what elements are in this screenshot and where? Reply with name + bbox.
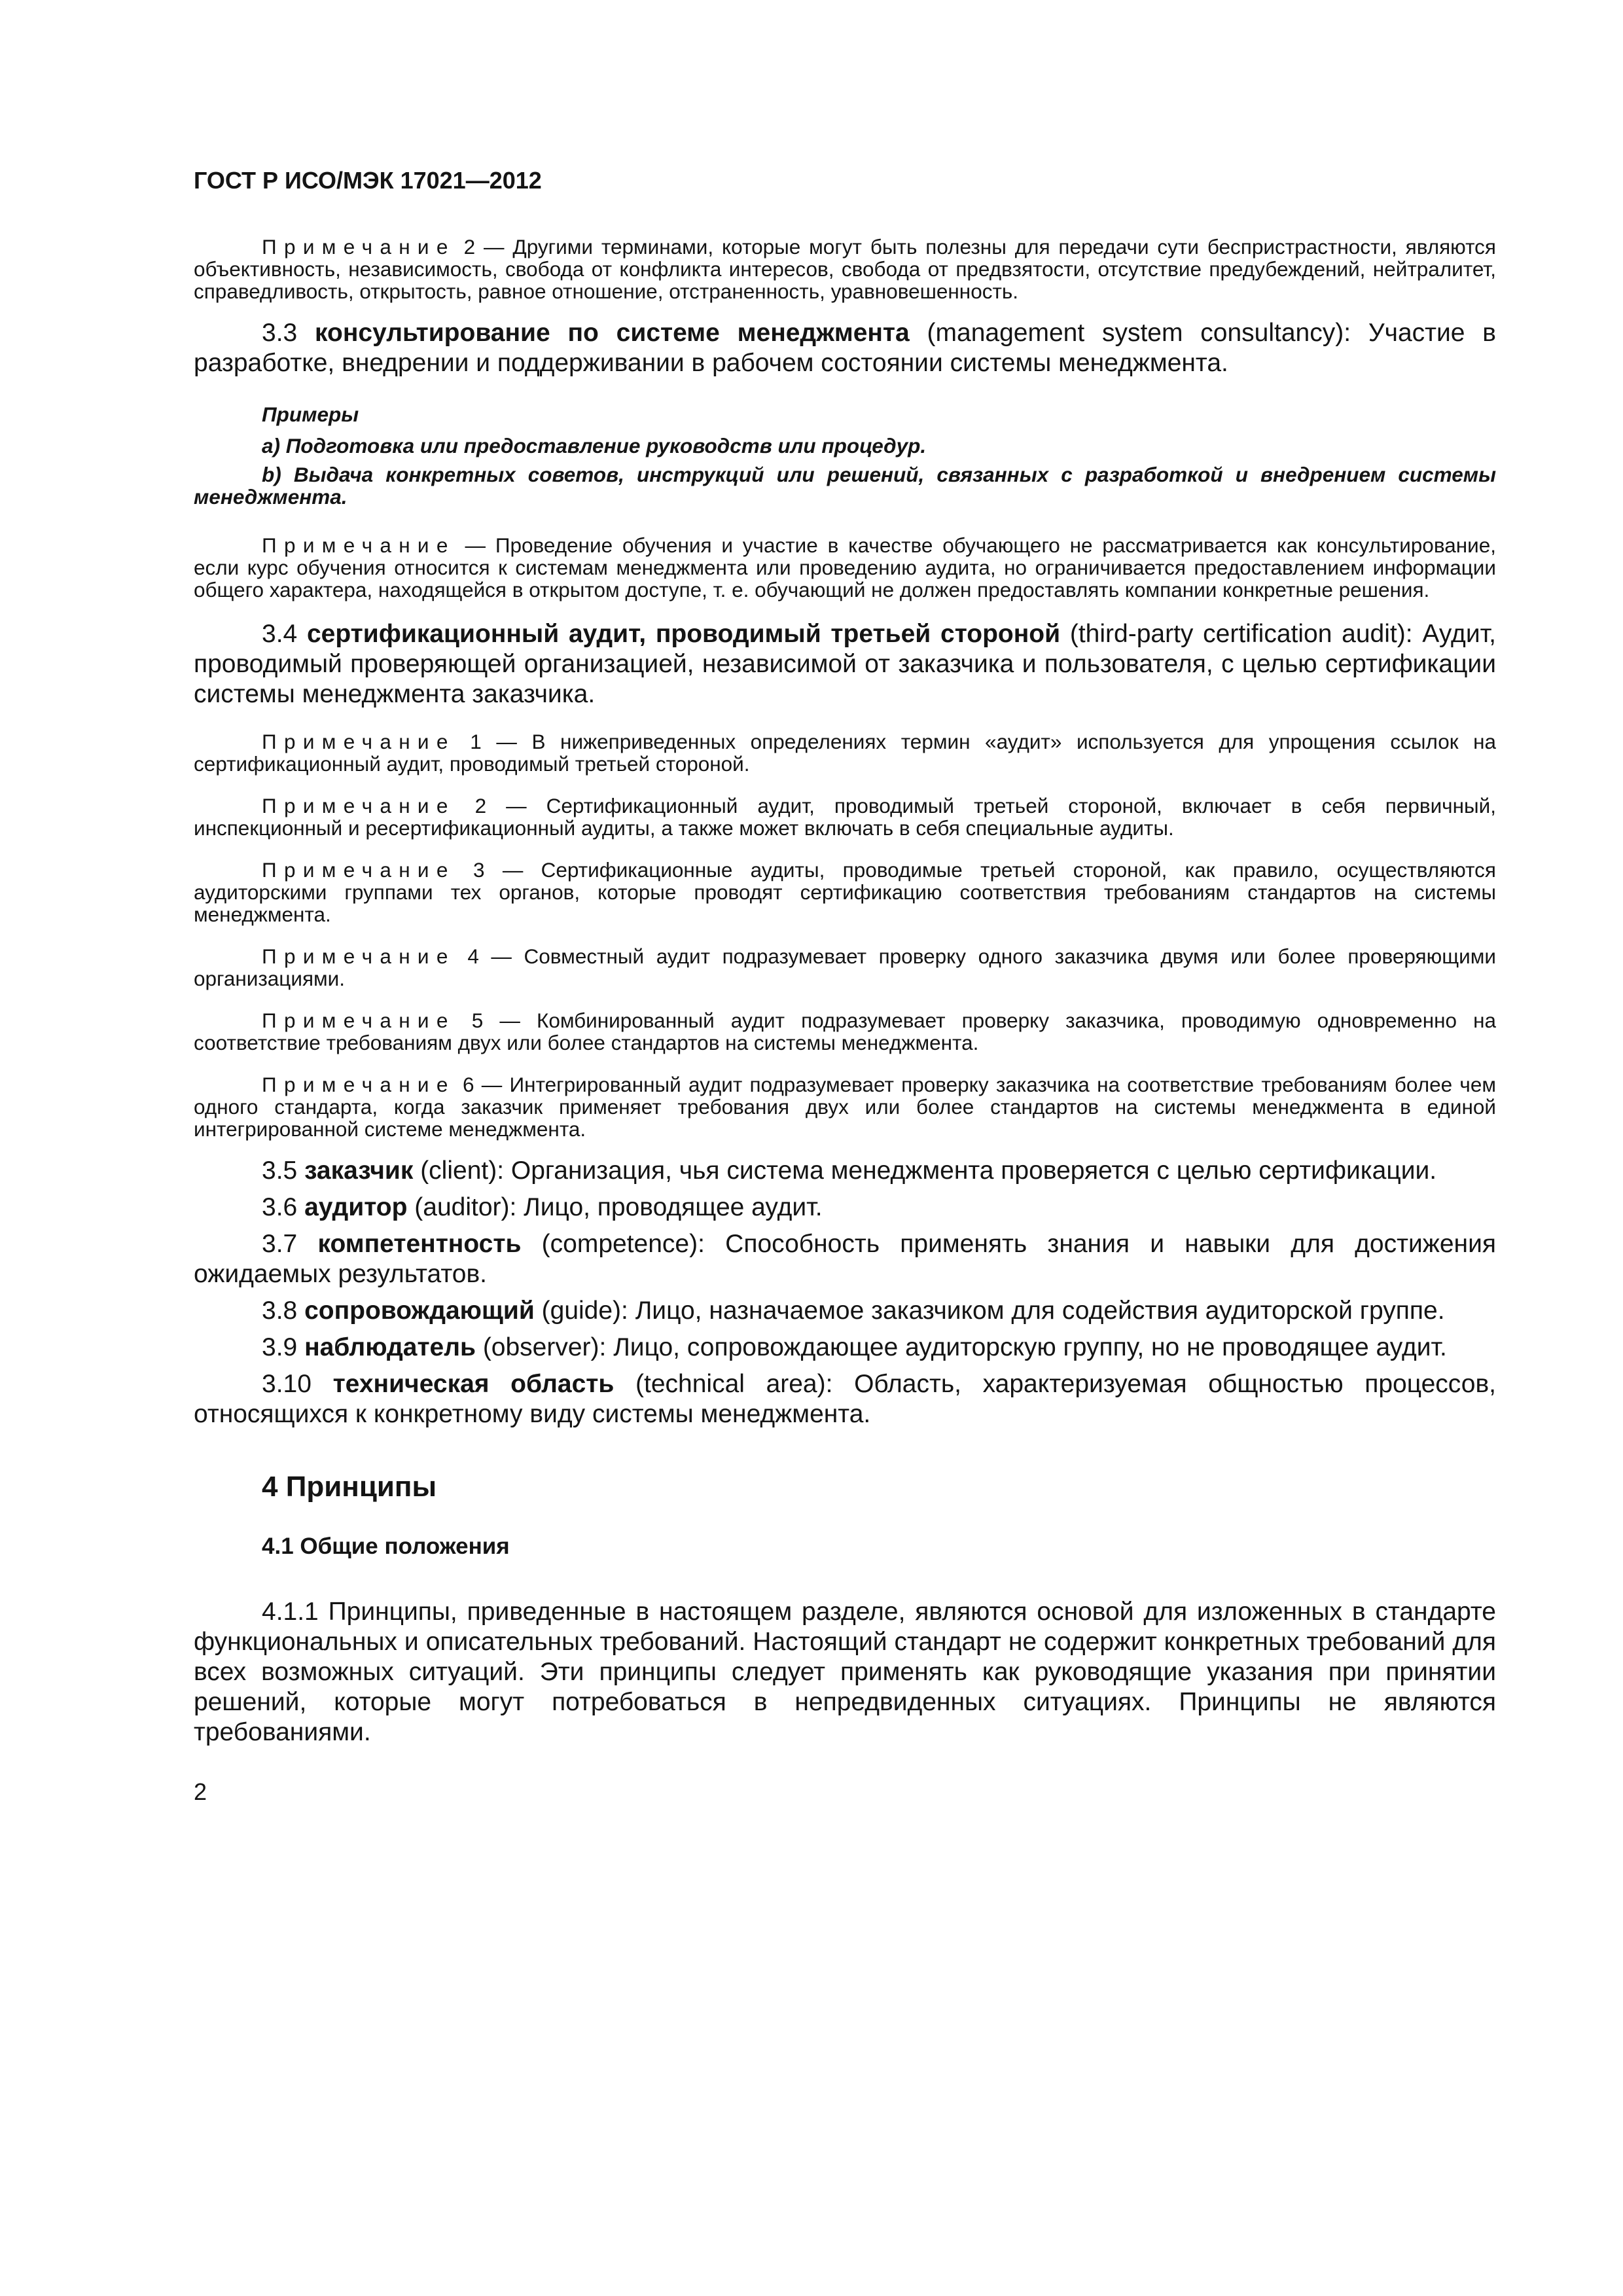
- term-3-9: [194, 1333, 1496, 1363]
- term-number: 3.7: [262, 1230, 318, 1258]
- subsection-heading: 4.1 Общие положения: [262, 1534, 510, 1559]
- note-label: Примечание: [262, 1009, 455, 1032]
- term-name: консультирование по системе менеджмента: [315, 319, 910, 347]
- note-text: — Сертификационные аудиты, проводимые третьей стороной, как правило, осуществляются аудиторскими группами тех органов, которые проводят сертификацию соответствия требованиям стандартов на системы менеджмента.: [194, 858, 1496, 926]
- note-impartiality: [194, 236, 1496, 302]
- term-number: 3.9: [262, 1333, 305, 1361]
- note-number: 6: [455, 1073, 474, 1096]
- paragraph-4-1-1: 4.1.1 Принципы, приведенные в настоящем разделе, являются основой для изложенных в стандарте функциональных и описательных требований. Настоящий стандарт не содержит конкретных требований для всех возможных ситуаций. Эти принципы следует применять как руководящие указания при принятии решений, которые могут потребоваться в непредвиденных ситуациях. Принципы не являются требованиями.: [194, 1598, 1496, 1746]
- term-name: компетентность: [317, 1230, 522, 1258]
- examples-heading: Примеры: [262, 403, 359, 426]
- term-number: 3.10: [262, 1370, 333, 1398]
- note-label: Примечание: [262, 944, 455, 968]
- note-label: Примечание: [262, 858, 455, 882]
- term-number: 3.5: [262, 1157, 305, 1185]
- term-definition: (third-party certification audit): Аудит, проводимый проверяющей организацией, независимой от заказчика и пользователя, с целью сертификации системы менеджмента заказчика.: [194, 620, 1496, 708]
- note-consultancy: [194, 534, 1496, 601]
- term-definition: (competence): Способность применять знания и навыки для достижения ожидаемых результатов.: [194, 1230, 1496, 1288]
- term-name: сопровождающий: [304, 1297, 535, 1325]
- note-audit-1: [194, 730, 1496, 775]
- term-name: аудитор: [304, 1193, 408, 1221]
- term-name: заказчик: [304, 1157, 414, 1185]
- term-definition: (observer): Лицо, сопровождающее аудиторскую группу, но не проводящее аудит.: [475, 1333, 1447, 1361]
- page-number: 2: [194, 1778, 207, 1805]
- document-header: ГОСТ Р ИСО/МЭК 17021—2012: [194, 167, 542, 194]
- term-number: 3.6: [262, 1193, 305, 1221]
- term-3-7: [194, 1229, 1496, 1289]
- note-text: — Совместный аудит подразумевает проверку одного заказчика двумя или более проверяющими организациями.: [194, 944, 1496, 990]
- term-definition: (guide): Лицо, назначаемое заказчиком для содействия аудиторской группе.: [534, 1297, 1445, 1325]
- term-3-5: [194, 1156, 1496, 1186]
- term-3-6: [194, 1193, 1496, 1223]
- term-definition: (client): Организация, чья система менеджмента проверяется с целью сертификации.: [413, 1157, 1437, 1185]
- note-audit-4: [194, 945, 1496, 990]
- term-definition: (technical area): Область, характеризуемая общностью процессов, относящихся к конкретному виду системы менеджмента.: [194, 1370, 1496, 1428]
- note-text: — Проведение обучения и участие в качестве обучающего не рассматривается как консультирование, если курс обучения относится к системам менеджмента или проведению аудита, но ограничивается предоставлением информации общего характера, находящейся в открытом доступе, т. е. обучающий не должен предоставлять компании конкретные решения.: [194, 533, 1496, 601]
- note-label: Примечание: [262, 794, 455, 817]
- note-label: Примечание: [262, 533, 455, 557]
- note-text: — Интегрированный аудит подразумевает проверку заказчика на соответствие требованиям более чем одного стандарта, когда заказчик применяет требования двух или более стандартов на системы менеджмента в единой интегрированной системе менеджмента.: [194, 1073, 1496, 1141]
- term-number: 3.4: [262, 620, 307, 648]
- term-3-4: [194, 619, 1496, 709]
- note-text: — В нижеприведенных определениях термин «аудит» используется для упрощения ссылок на сертификационный аудит, проводимый третьей стороной.: [194, 730, 1496, 776]
- term-definition: (management system consultancy): Участие в разработке, внедрении и поддерживании в рабочем состоянии системы менеджмента.: [194, 319, 1496, 377]
- term-definition: (auditor): Лицо, проводящее аудит.: [407, 1193, 823, 1221]
- note-text: — Другими терминами, которые могут быть полезны для передачи сути беспристрастности, являются объективность, независимость, свобода от конфликта интересов, свобода от предвзятости, отсутствие предубеждений, нейтралитет, справедливость, открытость, равное отношение, отстраненность, уравновешенность.: [194, 235, 1496, 303]
- section-heading: 4 Принципы: [262, 1471, 437, 1503]
- note-label: Примечание: [262, 1073, 455, 1096]
- term-3-8: [194, 1296, 1496, 1326]
- note-number: 5: [455, 1009, 484, 1032]
- example-a: a) Подготовка или предоставление руководств или процедур.: [262, 434, 927, 457]
- note-number: 2: [455, 794, 487, 817]
- term-number: 3.8: [262, 1297, 305, 1325]
- term-3-10: [194, 1369, 1496, 1429]
- term-name: сертификационный аудит, проводимый третьей стороной: [306, 620, 1061, 648]
- note-number: 4: [455, 944, 479, 968]
- term-name: наблюдатель: [304, 1333, 476, 1361]
- term-name: техническая область: [332, 1370, 615, 1398]
- note-text: — Сертификационный аудит, проводимый третьей стороной, включает в себя первичный, инспекционный и ресертификационный аудиты, а также может включать в себя специальные аудиты.: [194, 794, 1496, 840]
- note-label: Примечание: [262, 730, 455, 753]
- term-number: 3.3: [262, 319, 315, 347]
- term-3-3: [194, 318, 1496, 378]
- note-text: — Комбинированный аудит подразумевает проверку заказчика, проводимую одновременно на соответствие требованиям двух или более стандартов на системы менеджмента.: [194, 1009, 1496, 1054]
- note-audit-3: [194, 859, 1496, 925]
- note-label: Примечание: [262, 235, 455, 259]
- note-audit-2: [194, 795, 1496, 839]
- note-audit-6: [194, 1073, 1496, 1140]
- example-b: b) Выдача конкретных советов, инструкций или решений, связанных с разработкой и внедрением системы менеджмента.: [194, 463, 1496, 509]
- document-page: [194, 144, 1496, 1806]
- note-audit-5: [194, 1009, 1496, 1054]
- note-number: 2: [455, 235, 476, 259]
- note-number: 1: [455, 730, 482, 753]
- note-number: 3: [455, 858, 485, 882]
